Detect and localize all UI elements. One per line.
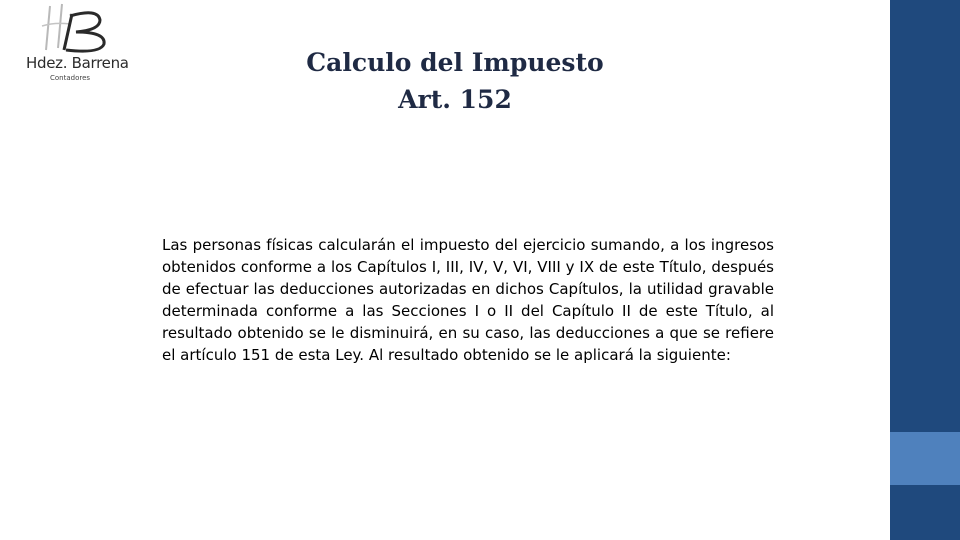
logo-company-name: Hdez. Barrena (26, 54, 129, 72)
company-logo (20, 0, 130, 90)
slide-title (250, 44, 660, 118)
decorative-side-bar-accent (890, 432, 960, 485)
hb-monogram-icon (20, 0, 130, 60)
slide-title-line-1: Calculo del Impuesto (306, 48, 604, 77)
slide-body-paragraph: Las personas físicas calcularán el impuesto del ejercicio sumando, a los ingresos obtenidos conforme a los Capítulos I, III, IV, V, VI, VIII y IX de este Título, después de efectuar las deducciones autorizadas en dichos Capítulos, la utilidad gravable determinada conforme a las Secciones I o II del Capítulo II de este Título, al resultado obtenido se le disminuirá, en su caso, las deducciones a que se refiere el artículo 151 de esta Ley. Al resultado obtenido se le aplicará la siguiente: (162, 236, 774, 364)
logo-company-subtitle: Contadores (50, 74, 91, 82)
slide-title-line-2: Art. 152 (398, 85, 512, 114)
